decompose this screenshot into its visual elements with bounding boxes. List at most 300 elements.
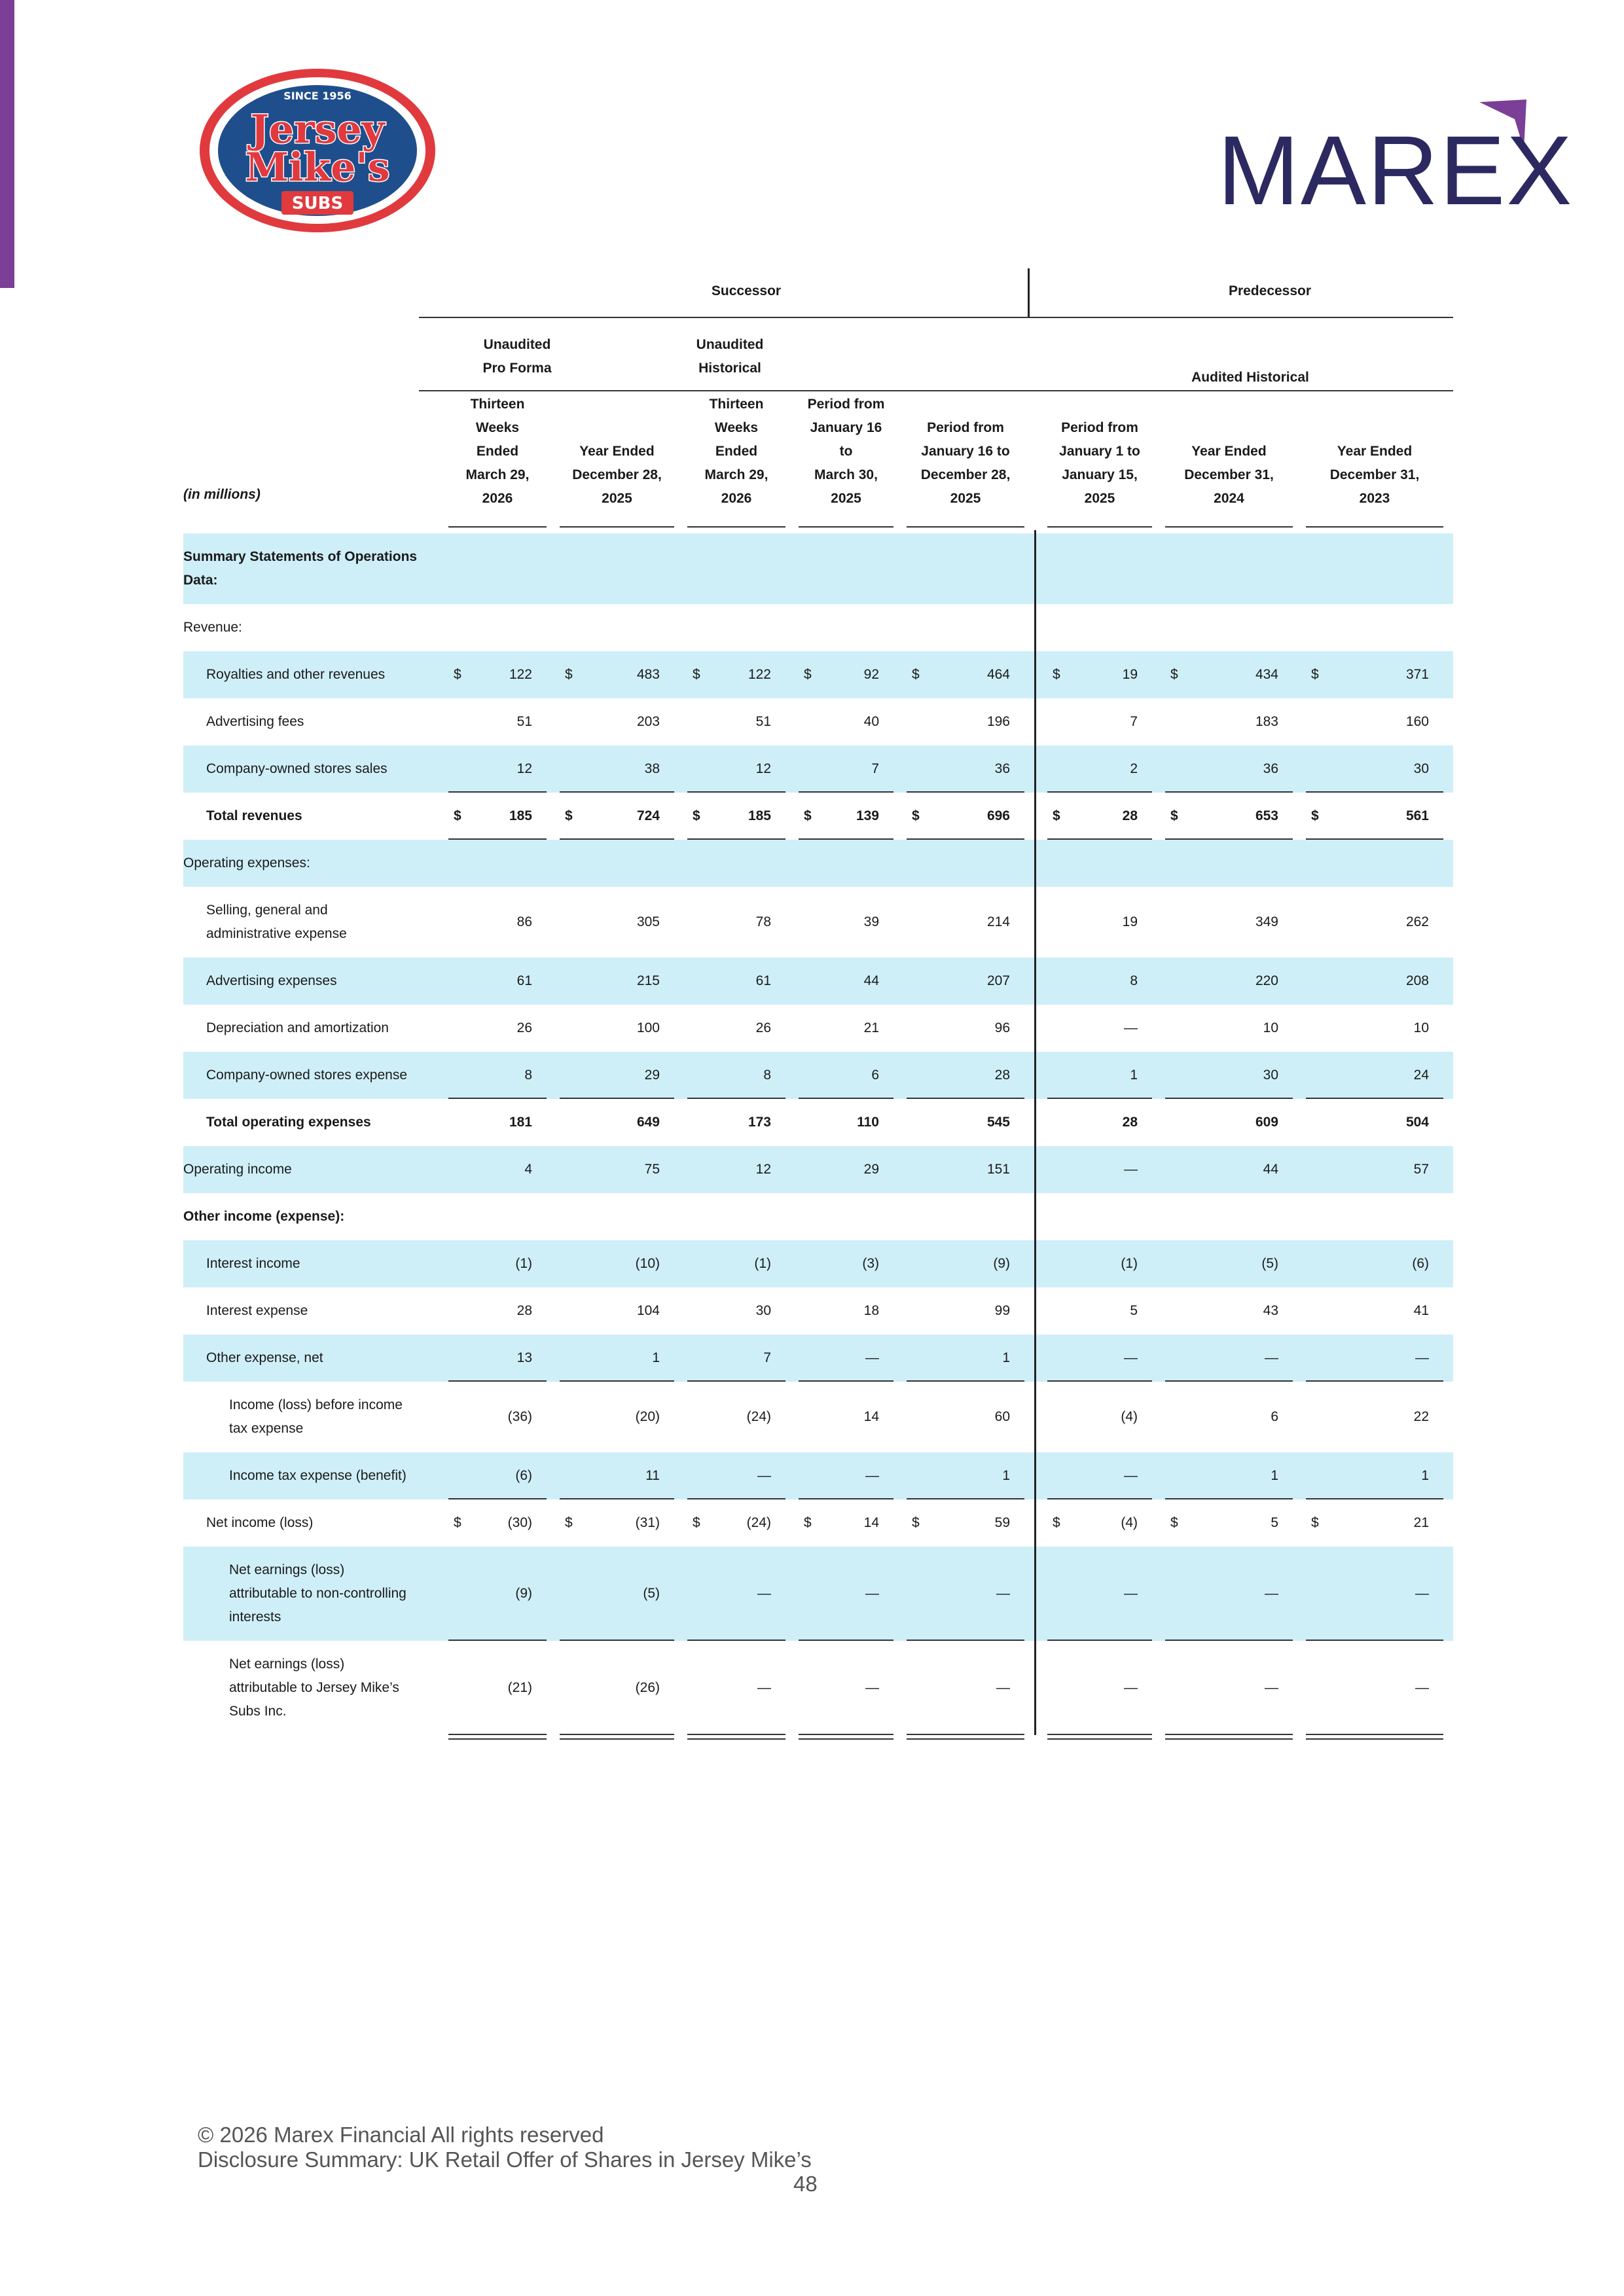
cell-value: 196 (986, 714, 1010, 729)
row-label (206, 1335, 432, 1382)
cell-value: — (757, 1680, 771, 1695)
table-row (183, 1499, 1453, 1547)
table-row (183, 793, 1453, 840)
cell-value: — (1265, 1350, 1278, 1365)
sub-header-historical: Unaudited Historical (696, 337, 764, 376)
cell-value: 1 (652, 1350, 660, 1365)
successor-header: Successor (711, 283, 782, 298)
cell-value: 38 (644, 761, 660, 776)
row-label (206, 745, 432, 793)
dollar-sign: $ (912, 667, 920, 682)
column-header-line: 2025 (1084, 491, 1115, 506)
dollar-sign: $ (1311, 667, 1319, 682)
row-label (206, 887, 432, 958)
value-cell (1311, 1287, 1429, 1335)
cell-value: — (1124, 1586, 1138, 1601)
row-label-line: Net earnings (loss) (229, 1657, 345, 1672)
cell-value: (20) (635, 1409, 660, 1424)
value-cell (1311, 1641, 1429, 1735)
cell-value: — (1124, 1680, 1138, 1695)
group-header-rule (419, 317, 1453, 318)
sub-header-audited: Audited Historical (1191, 370, 1309, 385)
value-cell (912, 1146, 1010, 1193)
column-header-line: 2025 (602, 491, 632, 506)
row-label (206, 1005, 432, 1052)
cell-value: — (1415, 1680, 1429, 1695)
cell-value: — (1265, 1586, 1278, 1601)
cell-value: 5 (1271, 1515, 1278, 1530)
cell-value: 208 (1405, 973, 1429, 988)
total-double-rule (687, 1734, 785, 1740)
column-header (1165, 393, 1293, 511)
column-header-rule (1047, 526, 1152, 528)
column-header-line: Weeks (475, 420, 520, 435)
cell-value: 371 (1405, 667, 1429, 682)
column-header-line: March 29, (465, 467, 530, 482)
value-cell (565, 745, 660, 793)
dollar-sign: $ (1170, 667, 1178, 682)
value-cell (454, 793, 532, 840)
column-header-line: December 28, (572, 467, 662, 482)
value-cell (565, 1499, 660, 1547)
column-header-line: Weeks (714, 420, 759, 435)
value-cell (454, 1547, 532, 1641)
cell-value: 61 (516, 973, 532, 988)
value-cell (1053, 1547, 1138, 1641)
value-cell (912, 698, 1010, 745)
table-row (183, 651, 1453, 698)
value-cell (1311, 1382, 1429, 1452)
table-row (183, 1547, 1453, 1641)
value-cell (454, 651, 532, 698)
table-row (183, 1146, 1453, 1193)
cell-value: 19 (1122, 914, 1138, 929)
cell-value: 1 (1002, 1350, 1010, 1365)
value-cell (1170, 1641, 1278, 1735)
cell-value: 173 (748, 1115, 771, 1130)
table-row (183, 604, 1453, 651)
cell-value: 14 (863, 1409, 879, 1424)
cell-value: 59 (994, 1515, 1010, 1530)
cell-value: 6 (871, 1067, 879, 1083)
row-label (183, 1146, 432, 1193)
cell-value: 262 (1405, 914, 1429, 929)
value-cell (454, 1382, 532, 1452)
total-double-rule (799, 1734, 893, 1740)
table-row (183, 698, 1453, 745)
value-cell (912, 1287, 1010, 1335)
cell-value: (30) (507, 1515, 532, 1530)
cell-value: — (865, 1468, 879, 1483)
table-row (183, 958, 1453, 1005)
value-cell (912, 651, 1010, 698)
cell-value: 464 (986, 667, 1010, 682)
column-header-line: Ended (476, 444, 519, 459)
value-cell (454, 698, 532, 745)
cell-value: 561 (1405, 808, 1429, 823)
cell-value: (5) (1261, 1256, 1278, 1271)
value-cell (1053, 887, 1138, 958)
dollar-sign: $ (804, 1515, 812, 1530)
cell-value: 100 (636, 1020, 660, 1035)
cell-value: 96 (994, 1020, 1010, 1035)
value-cell (693, 1287, 771, 1335)
cell-value: (1) (515, 1256, 532, 1271)
row-label-line: Royalties and other revenues (206, 667, 386, 682)
cell-value: 649 (636, 1115, 660, 1130)
row-label-line: Revenue: (183, 620, 242, 635)
cell-value: (5) (643, 1586, 660, 1601)
value-cell (1170, 651, 1278, 698)
cell-value: 19 (1122, 667, 1138, 682)
cell-value: (26) (635, 1680, 660, 1695)
row-label (229, 1641, 432, 1735)
row-label-line: interests (229, 1609, 281, 1624)
value-cell (565, 793, 660, 840)
value-cell (1053, 958, 1138, 1005)
table-row (183, 533, 1453, 604)
cell-value: (6) (515, 1468, 532, 1483)
row-label-line: Depreciation and amortization (206, 1020, 389, 1035)
cell-value: 36 (994, 761, 1010, 776)
value-cell (693, 1099, 771, 1146)
disclosure-text: Disclosure Summary: UK Retail Offer of Shares in Jersey Mike’s (198, 2147, 812, 2172)
column-header-line: December 31, (1184, 467, 1274, 482)
value-cell (912, 958, 1010, 1005)
cell-value: 5 (1130, 1303, 1138, 1318)
value-cell (565, 1052, 660, 1099)
cell-value: (24) (746, 1409, 771, 1424)
value-cell (804, 887, 879, 958)
copyright-text: © 2026 Marex Financial All rights reserved (198, 2123, 604, 2147)
cell-value: 21 (1413, 1515, 1429, 1530)
dollar-sign: $ (1311, 808, 1319, 823)
row-label-line: Advertising expenses (206, 973, 337, 988)
value-cell (1053, 1382, 1138, 1452)
column-header-rule (687, 526, 785, 528)
value-cell (1170, 1005, 1278, 1052)
value-cell (693, 1335, 771, 1382)
column-header (560, 393, 674, 511)
cell-value: 696 (986, 808, 1010, 823)
sub-header-rule (419, 390, 1453, 391)
value-cell (1053, 698, 1138, 745)
value-cell (912, 887, 1010, 958)
cell-value: 57 (1413, 1162, 1429, 1177)
row-label (183, 604, 432, 651)
value-cell (1311, 745, 1429, 793)
column-header-line: Period from (807, 397, 885, 412)
total-double-rule (1306, 1734, 1443, 1740)
cell-value: 2 (1130, 761, 1138, 776)
cell-value: 44 (1263, 1162, 1278, 1177)
cell-value: 4 (524, 1162, 532, 1177)
column-header-line: January 1 to (1059, 444, 1140, 459)
value-cell (454, 1499, 532, 1547)
table-row (183, 1099, 1453, 1146)
row-label (183, 533, 432, 604)
value-cell (912, 793, 1010, 840)
cell-value: 40 (863, 714, 879, 729)
cell-value: 139 (856, 808, 879, 823)
cell-value: (24) (746, 1515, 771, 1530)
cell-value: 545 (986, 1115, 1010, 1130)
cell-value: 504 (1405, 1115, 1429, 1130)
row-label (183, 1193, 432, 1240)
row-label (183, 840, 432, 887)
dollar-sign: $ (693, 667, 700, 682)
column-header-line: Year Ended (1337, 444, 1413, 459)
cell-value: — (996, 1586, 1010, 1601)
cell-value: 305 (636, 914, 660, 929)
column-header-line: 2026 (721, 491, 752, 506)
cell-value: — (996, 1680, 1010, 1695)
row-label-line: attributable to non-controlling (229, 1586, 406, 1601)
row-label (206, 698, 432, 745)
cell-value: 28 (1122, 1115, 1138, 1130)
value-cell (1053, 1452, 1138, 1499)
cell-value: 207 (986, 973, 1010, 988)
cell-value: 203 (636, 714, 660, 729)
column-header-rule (560, 526, 674, 528)
cell-value: 29 (863, 1162, 879, 1177)
dollar-sign: $ (565, 808, 573, 823)
cell-value: 99 (994, 1303, 1010, 1318)
column-header-line: Year Ended (1191, 444, 1267, 459)
value-cell (804, 651, 879, 698)
value-cell (693, 1052, 771, 1099)
value-cell (804, 1499, 879, 1547)
column-header-line: Period from (1061, 420, 1138, 435)
value-cell (1311, 958, 1429, 1005)
cell-value: — (865, 1350, 879, 1365)
value-cell (693, 1499, 771, 1547)
marex-logo: MAREX (1218, 98, 1532, 209)
cell-value: 7 (871, 761, 879, 776)
column-header-line: Year Ended (579, 444, 655, 459)
table-row (183, 1382, 1453, 1452)
value-cell (1170, 1547, 1278, 1641)
cell-value: 724 (636, 808, 660, 823)
cell-value: 24 (1413, 1067, 1429, 1083)
total-double-rule (1047, 1734, 1152, 1740)
value-cell (1170, 1099, 1278, 1146)
value-cell (1170, 1052, 1278, 1099)
row-label (229, 1547, 432, 1641)
column-header-line: to (839, 444, 853, 459)
cell-value: 22 (1413, 1409, 1429, 1424)
value-cell (912, 1499, 1010, 1547)
value-cell (565, 1240, 660, 1287)
cell-value: 51 (516, 714, 532, 729)
svg-text:Mike's: Mike's (245, 145, 390, 190)
value-cell (565, 1382, 660, 1452)
value-cell (1311, 887, 1429, 958)
cell-value: 1 (1002, 1468, 1010, 1483)
value-cell (804, 1005, 879, 1052)
dollar-sign: $ (1053, 1515, 1060, 1530)
cell-value: 26 (516, 1020, 532, 1035)
cell-value: 7 (1130, 714, 1138, 729)
cell-value: — (1124, 1468, 1138, 1483)
cell-value: 12 (755, 761, 771, 776)
svg-text:SINCE 1956: SINCE 1956 (283, 90, 352, 102)
value-cell (693, 1641, 771, 1735)
column-header-rule (799, 526, 893, 528)
value-cell (1053, 1005, 1138, 1052)
column-header-line: January 15, (1062, 467, 1138, 482)
column-header-rule (1306, 526, 1443, 528)
cell-value: — (757, 1586, 771, 1601)
dollar-sign: $ (454, 808, 461, 823)
value-cell (565, 887, 660, 958)
dollar-sign: $ (454, 667, 461, 682)
cell-value: 349 (1255, 914, 1278, 929)
value-cell (1053, 745, 1138, 793)
cell-value: 28 (994, 1067, 1010, 1083)
value-cell (565, 1335, 660, 1382)
row-label-line: Net income (loss) (206, 1515, 314, 1530)
dollar-sign: $ (693, 1515, 700, 1530)
cell-value: 60 (994, 1409, 1010, 1424)
dollar-sign: $ (565, 667, 573, 682)
cell-value: 10 (1413, 1020, 1429, 1035)
table-row (183, 745, 1453, 793)
column-header-rule (907, 526, 1024, 528)
value-cell (1170, 1335, 1278, 1382)
column-header-line: March 30, (814, 467, 878, 482)
value-cell (912, 1382, 1010, 1452)
cell-value: — (1415, 1586, 1429, 1601)
value-cell (565, 1547, 660, 1641)
cell-value: 8 (763, 1067, 771, 1083)
dollar-sign: $ (1311, 1515, 1319, 1530)
value-cell (912, 1240, 1010, 1287)
table-row (183, 1452, 1453, 1499)
column-header (1306, 393, 1443, 511)
value-cell (1170, 745, 1278, 793)
cell-value: 220 (1255, 973, 1278, 988)
value-cell (1311, 651, 1429, 698)
row-label-line: Operating expenses: (183, 855, 310, 870)
cell-value: 21 (863, 1020, 879, 1035)
cell-value: 51 (755, 714, 771, 729)
cell-value: 28 (1122, 808, 1138, 823)
column-header-line: Thirteen (470, 397, 525, 412)
cell-value: 6 (1271, 1409, 1278, 1424)
column-header-line: 2026 (482, 491, 513, 506)
value-cell (804, 1452, 879, 1499)
dollar-sign: $ (912, 808, 920, 823)
cell-value: 30 (1413, 761, 1429, 776)
value-cell (912, 1641, 1010, 1735)
column-header-line: March 29, (704, 467, 768, 482)
cell-value: 30 (755, 1303, 771, 1318)
value-cell (804, 1052, 879, 1099)
value-cell (1311, 793, 1429, 840)
value-cell (454, 1005, 532, 1052)
row-label-line: Advertising fees (206, 714, 304, 729)
value-cell (565, 1287, 660, 1335)
row-label (229, 1452, 432, 1499)
cell-value: (31) (635, 1515, 660, 1530)
value-cell (1170, 1452, 1278, 1499)
cell-value: 160 (1405, 714, 1429, 729)
row-label-line: administrative expense (206, 926, 347, 941)
row-label (206, 1499, 432, 1547)
cell-value: 12 (516, 761, 532, 776)
row-label (229, 1382, 432, 1452)
table-row (183, 887, 1453, 958)
row-label-line: Income tax expense (benefit) (229, 1468, 406, 1483)
total-double-rule (560, 1734, 674, 1740)
cell-value: 609 (1255, 1115, 1278, 1130)
cell-value: (10) (635, 1256, 660, 1271)
table-row (183, 1005, 1453, 1052)
value-cell (1053, 1499, 1138, 1547)
cell-value: 185 (509, 808, 532, 823)
value-cell (1053, 651, 1138, 698)
cell-value: 104 (636, 1303, 660, 1318)
column-header-line: January 16 to (921, 444, 1010, 459)
column-header-line: Ended (715, 444, 758, 459)
table-row (183, 1193, 1453, 1240)
footer (198, 2123, 812, 2172)
value-cell (565, 958, 660, 1005)
row-label (206, 793, 432, 840)
value-cell (804, 958, 879, 1005)
value-cell (804, 1240, 879, 1287)
cell-value: 92 (863, 667, 879, 682)
dollar-sign: $ (912, 1515, 920, 1530)
units-label: (in millions) (183, 487, 261, 502)
value-cell (1053, 1052, 1138, 1099)
cell-value: 181 (509, 1115, 532, 1130)
row-label-line: Total operating expenses (206, 1115, 371, 1130)
cell-value: (9) (993, 1256, 1010, 1271)
cell-value: — (1265, 1680, 1278, 1695)
value-cell (1053, 793, 1138, 840)
period-divider-body (1034, 530, 1036, 1735)
value-cell (693, 1005, 771, 1052)
value-cell (693, 887, 771, 958)
cell-value: 28 (516, 1303, 532, 1318)
cell-value: 30 (1263, 1067, 1278, 1083)
cell-value: (1) (1121, 1256, 1138, 1271)
cell-value: 151 (986, 1162, 1010, 1177)
row-label-line: Selling, general and (206, 903, 328, 918)
cell-value: 1 (1130, 1067, 1138, 1083)
value-cell (1053, 1641, 1138, 1735)
cell-value: 7 (763, 1350, 771, 1365)
table-row (183, 1287, 1453, 1335)
total-double-rule (448, 1734, 547, 1740)
cell-value: 39 (863, 914, 879, 929)
cell-value: 8 (524, 1067, 532, 1083)
value-cell (454, 1099, 532, 1146)
value-cell (1170, 793, 1278, 840)
column-header-line: 2025 (831, 491, 861, 506)
value-cell (1170, 958, 1278, 1005)
column-header (799, 393, 893, 511)
cell-value: 483 (636, 667, 660, 682)
row-label-line: Other income (expense): (183, 1209, 345, 1224)
value-cell (804, 1547, 879, 1641)
cell-value: — (1124, 1020, 1138, 1035)
value-cell (693, 1547, 771, 1641)
cell-value: 36 (1263, 761, 1278, 776)
column-header-line: 2023 (1359, 491, 1390, 506)
